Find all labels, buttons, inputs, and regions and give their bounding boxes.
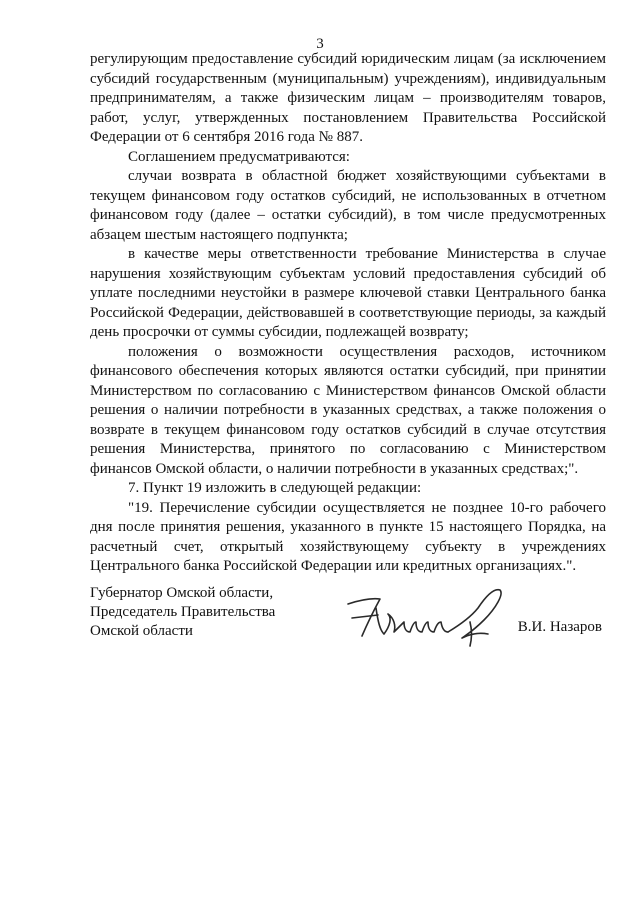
paragraph-item-19: "19. Перечисление субсидии осуществляется не позднее 10-го рабочего дня после принятия решения, указанного в пункте 15 настоящего Порядка, на расчетный счет, открытый хозяйствующему субъекту в учреждениях Центрального банка Российской Федерации или кредитных организациях.".	[90, 499, 606, 574]
document-body	[90, 50, 606, 577]
paragraph-penalty: в качестве меры ответственности требование Министерства в случае нарушения хозяйствующим субъектам условий предоставления субсидий об уплате последними неустойки в размере ключевой ставки Центрального банка Российской Федерации, действовавшей в соответствующие периоды, за каждый день просрочки от суммы субсидии, подлежащей возврату;	[90, 246, 606, 340]
page-number: 3	[316, 36, 324, 52]
paragraph-agreement-intro: Соглашением предусматриваются:	[128, 148, 350, 165]
paragraph-continuation: регулирующим предоставление субсидий юридическим лицам (за исключением субсидий государственным (муниципальным) учреждениям), индивидуальным предпринимателям, а также физическим лицам – производителям товаров, работ, услуг, утвержденных постановлением Правительства Российской Федерации от 6 сентября 2016 года № 887.	[90, 51, 606, 145]
signer-title	[90, 584, 275, 641]
signer-title-line: Омской области	[90, 623, 193, 639]
signer-title-line: Председатель Правительства	[90, 604, 276, 620]
signer-name: В.И. Назаров	[517, 619, 602, 635]
paragraph-item-7: 7. Пункт 19 изложить в следующей редакции:	[128, 480, 422, 496]
paragraph-refund-cases: случаи возврата в областной бюджет хозяйствующими субъектами в текущем финансовом году остатков субсидий, не использованных в отчетном финансовом году (далее – остатки субсидий), в том числе предусмотренных абзацем шестым настоящего подпункта;	[90, 168, 606, 243]
signer-title-line: Губернатор Омской области,	[90, 585, 274, 601]
signature-block	[90, 584, 610, 664]
paragraph-expense-provisions: положения о возможности осуществления расходов, источником финансового обеспечения которых являются остатки субсидий, при принятии Министерством по согласованию с Министерством финансов Омской области решения о наличии потребности в указанных средствах, а также положения о возврате в текущем финансовом году остатков субсидий в случае отсутствия решения Министерства, принятого по согласованию с Министерством финансов Омской области, о наличии потребности в указанных средствах;".	[90, 343, 606, 477]
handwritten-signature	[338, 578, 518, 650]
